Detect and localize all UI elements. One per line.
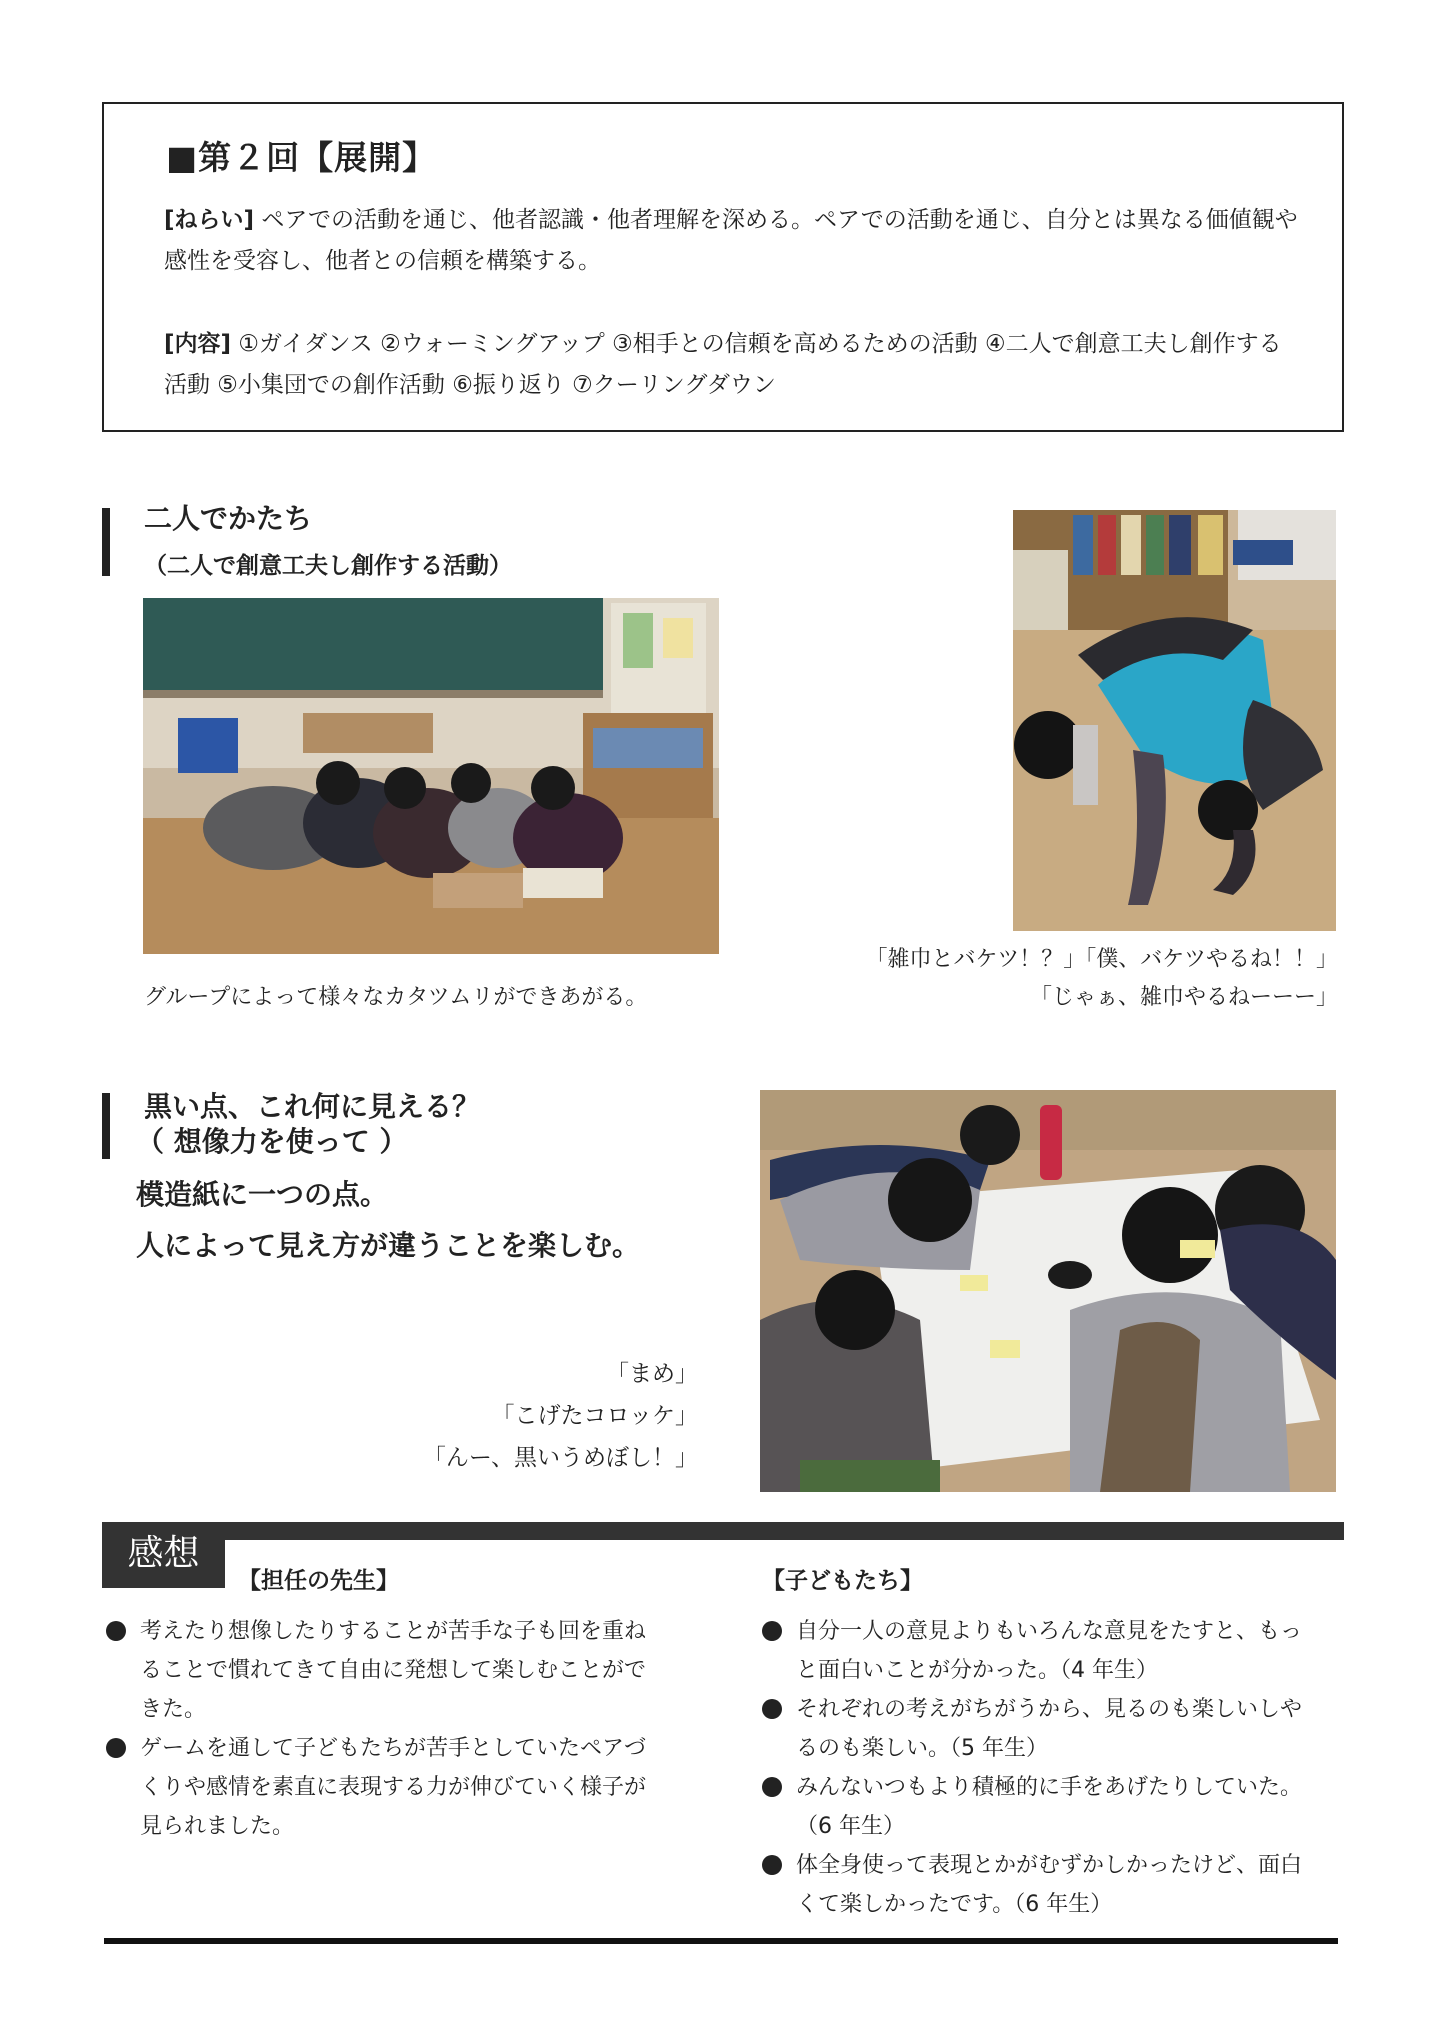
bullet-icon [762, 1621, 782, 1641]
section1-subtitle: （二人で創意工夫し創作する活動） [144, 553, 512, 579]
list-item: 自分一人の意見よりもいろんな意見をたすと、もっと面白いことが分かった。（4 年生） [762, 1612, 1318, 1690]
section1-caption-left: グループによって様々なカタツムリができあがる。 [144, 985, 648, 1010]
quote-3: 「んー、黒いうめぼし！」 [422, 1445, 698, 1471]
black-dot-photo [760, 1090, 1336, 1492]
impressions-header-bar [102, 1522, 1344, 1540]
list-item: 考えたり想像したりすることが苦手な子も回を重ねることで慣れてきて自由に発想して楽しむことができた。 [106, 1612, 646, 1729]
bottom-rule [104, 1938, 1338, 1944]
section-marker [102, 1093, 110, 1159]
section2-line2: 人によって見え方が違うことを楽しむ。 [136, 1229, 641, 1262]
teacher-heading: 【担任の先生】 [238, 1568, 399, 1594]
aim-tag: [ねらい] [164, 207, 255, 233]
aim-paragraph [164, 200, 1304, 282]
section1-title: 二人でかたち [144, 502, 313, 535]
bullet-icon [762, 1699, 782, 1719]
section1-caption-right-1: 「雑巾とバケツ！？」「僕、バケツやるね！！」 [865, 947, 1338, 972]
teacher-comment-list [106, 1612, 646, 1846]
section2-line1: 模造紙に一つの点。 [136, 1178, 389, 1211]
list-item: みんないつもより積極的に手をあげたりしていた。（6 年生） [762, 1768, 1318, 1846]
overview-box [102, 102, 1344, 432]
content-text: ①ガイダンス ②ウォーミングアップ ③相手との信頼を高めるための活動 ④二人で創意工夫し創作する活動 ⑤小集団での創作活動 ⑥振り返り ⑦クーリングダウン [164, 331, 1282, 398]
list-item: ゲームを通して子どもたちが苦手としていたペアづくりや感情を素直に表現する力が伸びていく様子が見られました。 [106, 1729, 646, 1846]
content-tag: [内容] [164, 331, 232, 357]
list-item: 体全身使って表現とかがむずかしかったけど、面白くて楽しかったです。（6 年生） [762, 1846, 1318, 1924]
kids-heading: 【子どもたち】 [762, 1568, 923, 1594]
content-paragraph [164, 324, 1304, 406]
impressions-tab: 感想 [102, 1522, 225, 1588]
aim-text: ペアでの活動を通じ、他者認識・他者理解を深める。ペアでの活動を通じ、自分とは異なる価値観や感性を受容し、他者との信頼を構築する。 [164, 207, 1298, 274]
section2-title: 黒い点、これ何に見える？ [144, 1090, 481, 1123]
section-marker [102, 508, 110, 576]
list-item: それぞれの考えがちがうから、見るのも楽しいしやるのも楽しい。（5 年生） [762, 1690, 1318, 1768]
quote-2: 「こげたコロッケ」 [491, 1403, 698, 1429]
bullet-icon [762, 1777, 782, 1797]
section2-subtitle: （ 想像力を使って ） [136, 1125, 408, 1158]
section1-caption-right-2: 「じゃぁ、雑巾やるねーーー」 [1029, 985, 1338, 1010]
pair-shape-photo [1013, 510, 1336, 931]
classroom-snail-photo [143, 598, 719, 954]
bullet-icon [762, 1855, 782, 1875]
bullet-icon [106, 1621, 126, 1641]
session-title: ■第２回【展開】 [166, 138, 437, 177]
kids-comment-list [762, 1612, 1318, 1924]
bullet-icon [106, 1738, 126, 1758]
quote-1: 「まめ」 [606, 1361, 698, 1387]
